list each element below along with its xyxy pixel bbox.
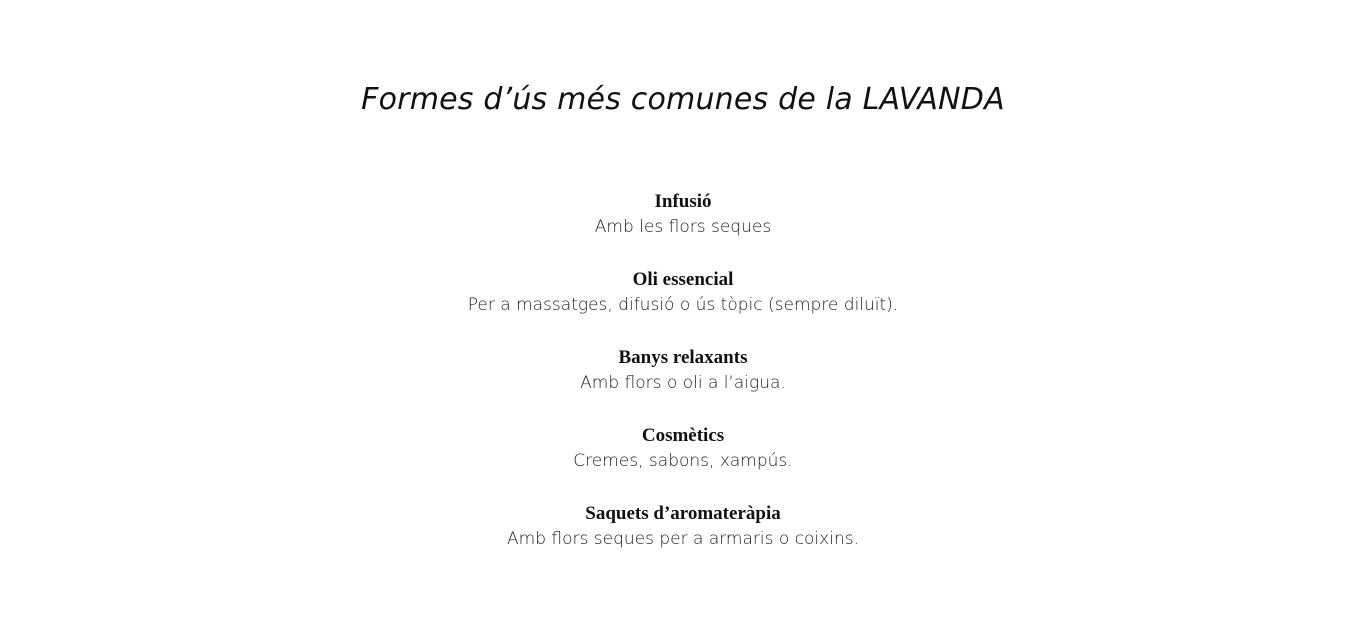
use-description: Amb les flors seques — [594, 217, 772, 237]
use-item-relaxing-baths — [0, 346, 1366, 424]
use-name: Saquets d’aromateràpia — [585, 503, 781, 524]
use-description: Amb flors seques per a armaris o coixins. — [507, 529, 859, 549]
use-item-infusion — [0, 190, 1366, 268]
use-name: Banys relaxants — [618, 347, 748, 368]
use-description: Amb flors o oli a l’aigua. — [580, 373, 786, 393]
use-item-essential-oil — [0, 268, 1366, 346]
use-item-aromatherapy-sachets — [0, 502, 1366, 580]
use-item-cosmetics — [0, 424, 1366, 502]
use-name: Infusió — [654, 191, 712, 212]
page-title: Formes d’ús més comunes de la LAVANDA — [361, 82, 1005, 117]
use-name: Oli essencial — [632, 269, 734, 290]
uses-list — [0, 190, 1366, 580]
use-name: Cosmètics — [641, 425, 725, 446]
use-description: Per a massatges, difusió o ús tòpic (sempre diluït). — [467, 295, 899, 315]
use-description: Cremes, sabons, xampús. — [573, 451, 793, 471]
